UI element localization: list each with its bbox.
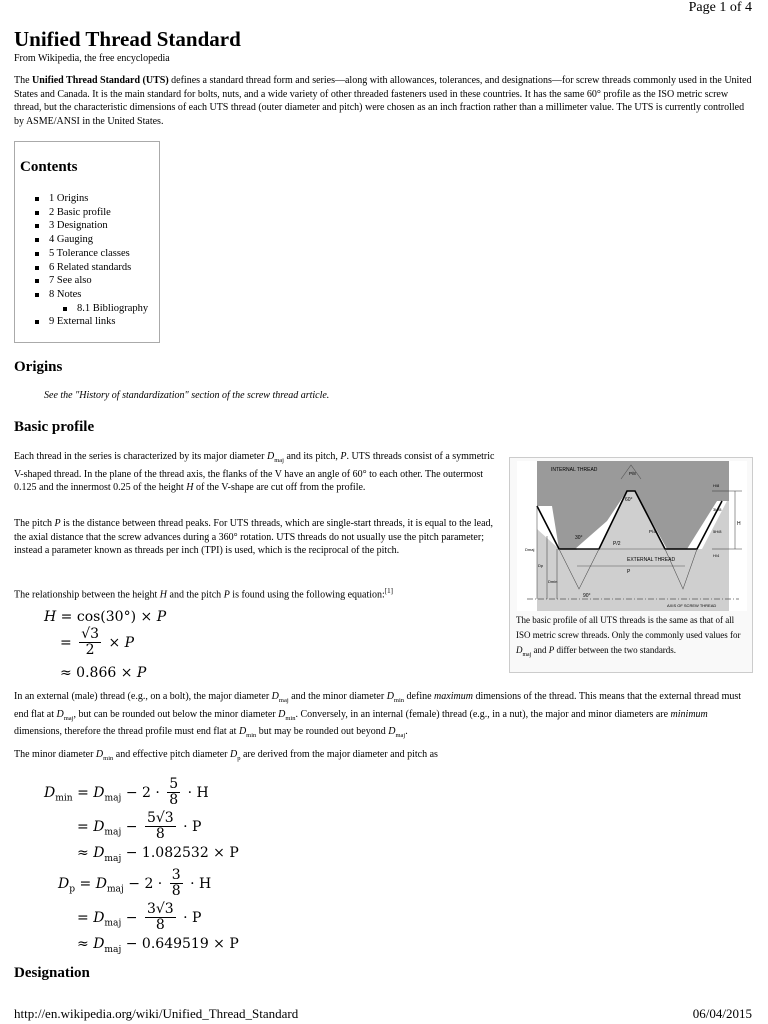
label-internal-thread: INTERNAL THREAD	[551, 467, 598, 473]
equation-dmin-row-3: ≈ $D_{maj} - 1.082532 \times P$	[77, 845, 239, 864]
intro-paragraph: The Unified Thread Standard (UTS) defines a standard thread form and series—along with allowances, tolerances, and designations—for screw threads commonly used in the United States and Canada. It is the main standard for bolts, nuts, and a wide variety of other threaded fasteners used in these countries. It has the same 60° profile as the ISO metric screw thread, but the characteristic dimensions of each UTS thread (outer diameter and pitch) were chosen as an inch fraction rather than a millimeter value. The UTS is currently controlled by ASME/ANSI in the United States.	[14, 75, 752, 127]
page-title: Unified Thread Standard	[14, 27, 241, 51]
equation-dp-row-3: ≈ $D_{maj} - 0.649519 \times P$	[77, 936, 239, 955]
equation-dp-row-2: = $D_{maj}$ − $\frac{3√3}{8}$ · P	[77, 901, 202, 934]
toc-title: Contents	[20, 159, 78, 175]
label-p: P	[627, 569, 631, 575]
basic-profile-paragraph-4: In an external (male) thread (e.g., on a bolt), the major diameter $D_{maj}$ and the minor diameter $D_{min}$ define maximum dimensions of the thread. This means that the external thread must end flat at $D_{maj}$, but can be rounded out below the minor diameter $D_{min}$. Conversely, in an internal (female) thread (e.g., in a nut), the major and minor diameters are minimum dimensions, therefore the thread profile must end flat at $D_{min}$ but may be rounded out beyond $D_{maj}$.	[14, 691, 742, 739]
label-5h8: 5H/8	[713, 529, 722, 534]
page-number: Page 1 of 4	[688, 0, 752, 15]
label-h: H	[737, 521, 741, 527]
equation-dmin-row-2: = $D_{maj}$ − $\frac{5√3}{8}$ · P	[77, 810, 202, 843]
toc-item-designation[interactable]: 3 Designation	[35, 219, 148, 233]
toc-list	[35, 192, 148, 329]
figure-caption: The basic profile of all UTS threads is the same as that of all ISO metric screw threads. Only the commonly used values for $D_{maj}$ and P differ between the two standards.	[516, 615, 741, 658]
label-axis: AXIS OF SCREW THREAD	[667, 603, 717, 608]
label-p8: P/8	[629, 471, 636, 476]
equation-dmin-row-1: $D_{min} = D_{maj} - 2$ · $\frac{5}{8}$ · H	[44, 776, 209, 809]
label-dmaj: Dmaj	[525, 547, 535, 552]
label-dmin: Dmin	[548, 579, 558, 584]
from-wikipedia: From Wikipedia, the free encyclopedia	[14, 53, 170, 64]
equation-height-row-2: = $\frac{√3}{2}$ × P	[60, 626, 135, 659]
footer-url[interactable]: http://en.wikipedia.org/wiki/Unified_Thread_Standard	[14, 1006, 299, 1021]
toc-item-gauging[interactable]: 4 Gauging	[35, 233, 148, 247]
origins-see-note: See the "History of standardization" section of the screw thread article.	[44, 390, 330, 401]
label-p4: P/4	[649, 529, 656, 534]
toc-item-related-standards[interactable]: 6 Related standards	[35, 261, 148, 275]
table-of-contents	[14, 141, 160, 343]
heading-basic-profile: Basic profile	[14, 419, 95, 435]
toc-item-tolerance-classes[interactable]: 5 Tolerance classes	[35, 247, 148, 261]
heading-designation: Designation	[14, 965, 90, 981]
toc-item-bibliography[interactable]: 8.1 Bibliography	[63, 302, 148, 316]
label-h8: H/8	[713, 483, 720, 488]
label-dp: Dp	[538, 563, 544, 568]
basic-profile-paragraph-1: Each thread in the series is characterized by its major diameter $D_{maj}$ and its pitch, P. UTS threads consist of a symmetric V-shaped thread. In the plane of the thread axis, the flanks of the V have an angle of 60° to each other. The outermost 0.125 and the innermost 0.25 of the height H of the V-shape are cut off from the profile.	[14, 451, 495, 493]
toc-item-notes[interactable]: 8 Notes	[35, 288, 148, 302]
footer-date: 06/04/2015	[692, 1006, 752, 1021]
toc-item-external-links[interactable]: 9 External links	[35, 315, 148, 329]
label-h4: H/4	[713, 553, 720, 558]
thread-profile-diagram	[517, 461, 747, 611]
basic-profile-paragraph-5: The minor diameter $D_{min}$ and effective pitch diameter $D_p$ are derived from the major diameter and pitch as	[14, 749, 438, 762]
equation-height-row-1: H = cos(30°) × P	[44, 609, 167, 625]
heading-origins: Origins	[14, 359, 63, 375]
basic-profile-paragraph-3: The relationship between the height H and the pitch P is found using the following equation:[1]	[14, 587, 393, 601]
toc-item-see-also[interactable]: 7 See also	[35, 274, 148, 288]
label-90deg: 90°	[583, 593, 591, 599]
basic-profile-paragraph-2: The pitch P is the distance between thread peaks. For UTS threads, which are single-start threads, it is equal to the lead, the axial distance that the screw advances during a 360° rotation. UTS threads do not usually use the pitch parameter; instead a parameter known as threads per inch (TPI) is used, which is the reciprocal of the pitch.	[14, 518, 494, 556]
label-30deg: 30°	[575, 535, 583, 541]
toc-item-origins[interactable]: 1 Origins	[35, 192, 148, 206]
equation-dp-row-1: $D_p = D_{maj} - 2$ · $\frac{3}{8}$ · H	[58, 867, 212, 900]
label-60deg: 60°	[625, 497, 633, 503]
label-3h8: 3H/8	[713, 507, 722, 512]
equation-height-row-3: ≈ 0.866 × P	[60, 665, 147, 681]
label-external-thread: EXTERNAL THREAD	[627, 557, 676, 563]
basic-profile-figure	[509, 457, 753, 673]
toc-item-basic-profile[interactable]: 2 Basic profile	[35, 206, 148, 220]
label-p2: P/2	[613, 541, 621, 547]
reference-link[interactable]: [1]	[384, 587, 393, 595]
